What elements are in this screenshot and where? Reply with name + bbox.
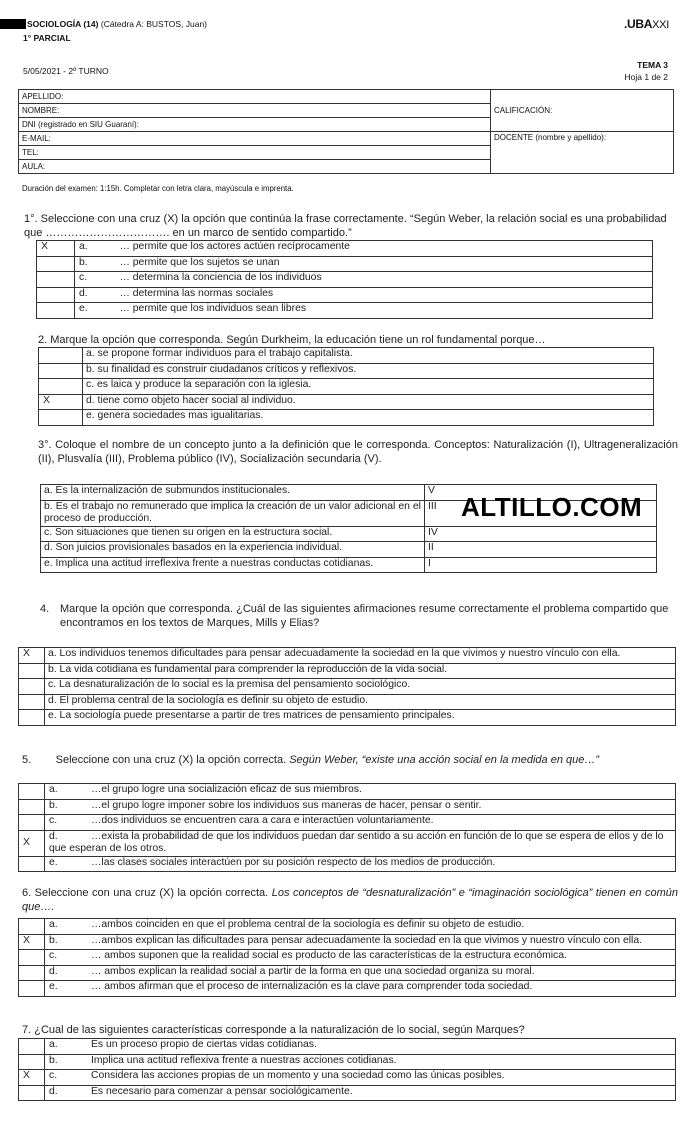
answer-mark[interactable]: X bbox=[37, 241, 75, 257]
answer-mark[interactable] bbox=[19, 965, 45, 981]
q7-options bbox=[18, 1038, 676, 1101]
exam-duration: Duración del examen: 1:15h. Completar con letra clara, mayúscula e imprenta. bbox=[22, 184, 294, 193]
q5-options bbox=[18, 783, 676, 872]
answer-mark[interactable] bbox=[37, 287, 75, 303]
answer-mark[interactable] bbox=[19, 679, 45, 695]
field-nombre[interactable]: NOMBRE: bbox=[19, 104, 491, 118]
q1-option-c[interactable]: c. … determina la conciencia de los individuos bbox=[37, 272, 653, 288]
q4-title: 4. Marque la opción que corresponda. ¿Cuál de las siguientes afirmaciones resume correctamente el problema compartido que encontramos en los textos de Marques, Mills y Elias? bbox=[40, 603, 669, 629]
answer-mark[interactable] bbox=[19, 815, 45, 831]
answer-mark[interactable] bbox=[19, 694, 45, 710]
answer-mark[interactable]: X bbox=[19, 830, 45, 856]
q2-title: 2. Marque la opción que corresponda. Según Durkheim, la educación tiene un rol fundamental porque… bbox=[38, 334, 546, 346]
q5-option-e[interactable]: e. …las clases sociales interactúen por su posición respecto de los medios de producción. bbox=[19, 856, 676, 872]
field-dni[interactable]: DNI (registrado en SIU Guaraní): bbox=[19, 118, 491, 132]
q2-options bbox=[38, 347, 654, 426]
q3-row-e: e. Implica una actitud irreflexiva frente a nuestras conductas cotidianas. I bbox=[41, 557, 657, 573]
field-apellido[interactable]: APELLIDO: bbox=[19, 90, 491, 104]
q5-option-a[interactable]: a. …el grupo logre una socialización eficaz de sus miembros. bbox=[19, 784, 676, 800]
answer-mark[interactable] bbox=[19, 784, 45, 800]
q4-option-a[interactable]: X a. Los individuos tenemos dificultades para pensar adecuadamente la sociedad en la que vivimos y nuestro vínculo con ella. bbox=[19, 648, 676, 664]
q4-option-d[interactable]: d. El problema central de la sociología es definir su objeto de estudio. bbox=[19, 694, 676, 710]
answer-mark[interactable] bbox=[39, 379, 83, 395]
answer-mark[interactable]: X bbox=[39, 394, 83, 410]
student-info-table bbox=[18, 89, 674, 174]
q2-option-a[interactable]: a. se propone formar individuos para el trabajo capitalista. bbox=[39, 348, 654, 364]
answer-mark[interactable] bbox=[19, 663, 45, 679]
q3-answer[interactable]: II bbox=[425, 542, 657, 558]
watermark: ALTILLO.COM bbox=[461, 492, 643, 522]
q5-option-d[interactable]: X d. …exista la probabilidad de que los individuos puedan dar sentido a su acción en función de lo que se espera de ellos y de lo que esperan de los otros. bbox=[19, 830, 676, 856]
q3-answer[interactable]: V bbox=[425, 485, 657, 501]
field-aula[interactable]: AULA: bbox=[19, 160, 491, 174]
answer-mark[interactable] bbox=[19, 856, 45, 872]
q1-title: 1°. Seleccione con una cruz (X) la opción que continúa la frase correctamente. “Según Weber, la relación social es una probabilidad que ……………………………. en un marco de sentido compartido.” bbox=[24, 213, 667, 239]
q6-options bbox=[18, 918, 676, 997]
exam-name: 1° PARCIAL bbox=[23, 33, 71, 43]
q7-option-d[interactable]: d. Es necesario para comenzar a pensar sociológicamente. bbox=[19, 1085, 676, 1101]
answer-mark[interactable] bbox=[37, 272, 75, 288]
q2-option-e[interactable]: e. genera sociedades mas igualitarias. bbox=[39, 410, 654, 426]
q1-option-d[interactable]: d. … determina las normas sociales bbox=[37, 287, 653, 303]
q4-option-b[interactable]: b. La vida cotidiana es fundamental para comprender la reproducción de la vida social. bbox=[19, 663, 676, 679]
answer-mark[interactable] bbox=[19, 710, 45, 726]
q6-option-b[interactable]: X b. …ambos explican las dificultades para pensar adecuadamente la sociedad en la que vivimos y nuestro vínculo con ella. bbox=[19, 934, 676, 950]
q3-answer[interactable]: III bbox=[425, 500, 657, 526]
field-calificacion[interactable]: CALIFICACIÓN: bbox=[491, 90, 674, 132]
q3-row-a: a. Es la internalización de submundos institucionales. V bbox=[41, 485, 657, 501]
q5-title: 5. Seleccione con una cruz (X) la opción correcta. Según Weber, “existe una acción social en la medida en que…” bbox=[22, 754, 600, 766]
answer-mark[interactable] bbox=[37, 303, 75, 319]
q6-title: 6. Seleccione con una cruz (X) la opción correcta. Los conceptos de “desnaturalización” e “imaginación sociológica” tienen en común que…. bbox=[22, 887, 679, 913]
q6-option-a[interactable]: a. …ambos coinciden en que el problema central de la sociología es definir su objeto de estudio. bbox=[19, 919, 676, 935]
page-indicator: Hoja 1 de 2 bbox=[624, 72, 668, 82]
q3-answer[interactable]: I bbox=[425, 557, 657, 573]
answer-mark[interactable] bbox=[39, 410, 83, 426]
answer-mark[interactable] bbox=[37, 256, 75, 272]
answer-mark[interactable] bbox=[19, 1054, 45, 1070]
answer-mark[interactable] bbox=[19, 950, 45, 966]
exam-date: 5/05/2021 - 2º TURNO bbox=[23, 66, 109, 76]
q6-option-c[interactable]: c. … ambos suponen que la realidad social es producto de las características de la estructura económica. bbox=[19, 950, 676, 966]
answer-mark[interactable] bbox=[39, 363, 83, 379]
q3-title: 3°. Coloque el nombre de un concepto junto a la definición que le corresponda. Conceptos: Naturalización (I), Ultrageneralización (II), Plusvalía (III), Problema público (IV), Socialización secundaria (V). bbox=[38, 439, 678, 465]
q2-option-c[interactable]: c. es laica y produce la separación con la iglesia. bbox=[39, 379, 654, 395]
answer-mark[interactable]: X bbox=[19, 1070, 45, 1086]
q7-title: 7. ¿Cual de las siguientes características corresponde a la naturalización de lo social, según Marques? bbox=[22, 1024, 525, 1036]
q3-answer[interactable]: IV bbox=[425, 526, 657, 542]
answer-mark[interactable]: X bbox=[19, 648, 45, 664]
answer-mark[interactable] bbox=[39, 348, 83, 364]
q1-option-e[interactable]: e. … permite que los individuos sean libres bbox=[37, 303, 653, 319]
q4-options bbox=[18, 647, 676, 726]
q3-row-b: b. Es el trabajo no remunerado que implica la creación de un valor adicional en el proceso de producción. III bbox=[41, 500, 657, 526]
answer-mark[interactable] bbox=[19, 981, 45, 997]
q5-option-c[interactable]: c. …dos individuos se encuentren cara a cara e interactúen voluntariamente. bbox=[19, 815, 676, 831]
answer-mark[interactable] bbox=[19, 1039, 45, 1055]
q1-options bbox=[36, 240, 653, 319]
q4-option-e[interactable]: e. La sociología puede presentarse a partir de tres matrices de pensamiento principales. bbox=[19, 710, 676, 726]
q4-option-c[interactable]: c. La desnaturalización de lo social es la premisa del pensamiento sociológico. bbox=[19, 679, 676, 695]
q6-option-d[interactable]: d. … ambos explican la realidad social a partir de la forma en que una sociedad organiza su moral. bbox=[19, 965, 676, 981]
field-tel[interactable]: TEL: bbox=[19, 146, 491, 160]
answer-mark[interactable] bbox=[19, 799, 45, 815]
course-title: SOCIOLOGÍA (14) (Cátedra A: BUSTOS, Juan) bbox=[27, 19, 207, 29]
q6-option-e[interactable]: e. … ambos afirman que el proceso de internalización es la clave para comprender toda sociedad. bbox=[19, 981, 676, 997]
q7-option-c[interactable]: X c. Considera las acciones propias de un momento y una sociedad como las únicas posibles. bbox=[19, 1070, 676, 1086]
q1-option-b[interactable]: b. … permite que los sujetos se unan bbox=[37, 256, 653, 272]
answer-mark[interactable]: X bbox=[19, 934, 45, 950]
q7-option-a[interactable]: a. Es un proceso propio de ciertas vidas cotidianas. bbox=[19, 1039, 676, 1055]
q3-row-d: d. Son juicios provisionales basados en la experiencia individual. II bbox=[41, 542, 657, 558]
field-docente[interactable]: DOCENTE (nombre y apellido): bbox=[491, 132, 674, 174]
field-email[interactable]: E-MAIL: bbox=[19, 132, 491, 146]
q3-row-c: c. Son situaciones que tienen su origen en la estructura social. IV bbox=[41, 526, 657, 542]
uba-logo: .UBAXXI bbox=[624, 17, 669, 31]
redaction-bar bbox=[0, 19, 26, 29]
answer-mark[interactable] bbox=[19, 919, 45, 935]
q2-option-b[interactable]: b. su finalidad es construir ciudadanos críticos y reflexivos. bbox=[39, 363, 654, 379]
q5-option-b[interactable]: b. …el grupo logre imponer sobre los individuos sus maneras de hacer, pensar o sentir. bbox=[19, 799, 676, 815]
q1-option-a[interactable]: X a. … permite que los actores actúen recíprocamente bbox=[37, 241, 653, 257]
q2-option-d[interactable]: X d. tiene como objeto hacer social al individuo. bbox=[39, 394, 654, 410]
tema-label: TEMA 3 bbox=[637, 60, 668, 70]
answer-mark[interactable] bbox=[19, 1085, 45, 1101]
q7-option-b[interactable]: b. Implica una actitud reflexiva frente a nuestras acciones cotidianas. bbox=[19, 1054, 676, 1070]
